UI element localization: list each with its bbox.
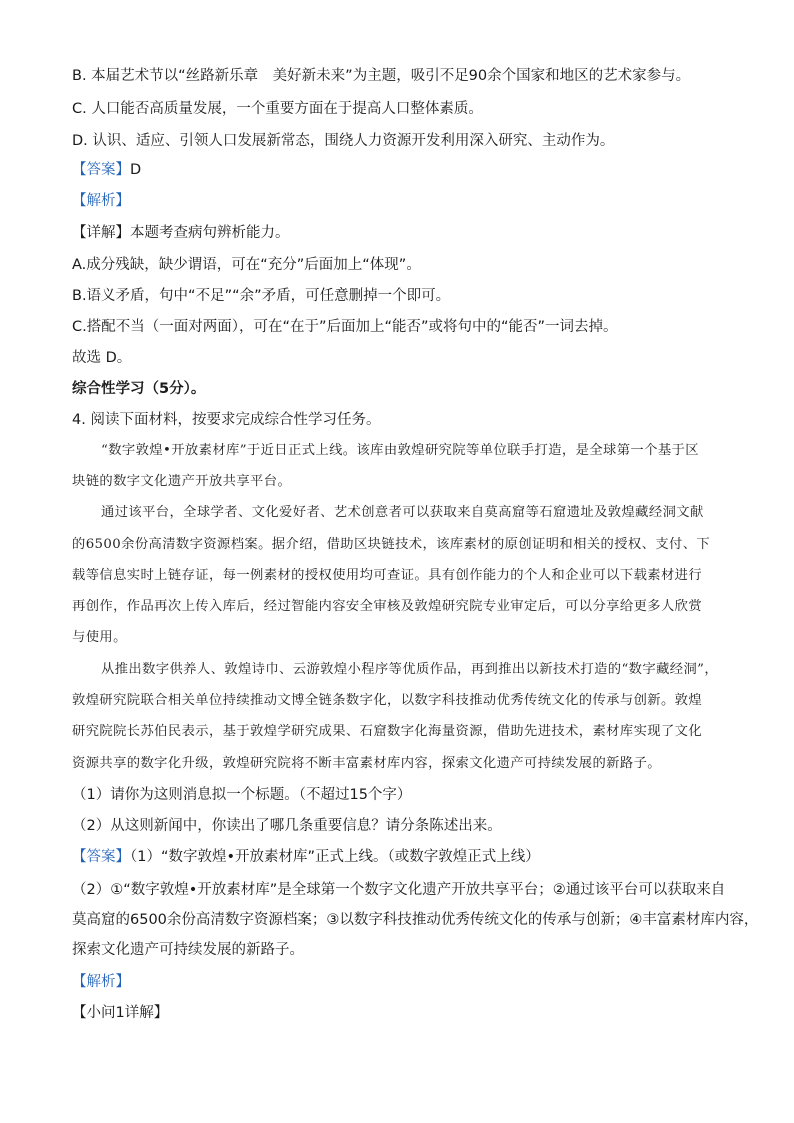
sub-question-detail: 【小问1详解】 [72, 1005, 169, 1021]
material-line: 载等信息实时上链存证，每一例素材的授权使用均可查证。具有创作能力的个人和企业可以下载素材进行 [72, 568, 703, 583]
material-line: 研究院院长苏伯民表示，基于敦煌学研究成果、石窟数字化海量资源，借助先进技术，素材库实现了文化 [72, 724, 703, 739]
answer-part-2: （2）①“数字敦煌•开放素材库”是全球第一个数字文化遗产开放共享平台；②通过该平台可以获取来自 [72, 882, 726, 898]
material-line: 块链的数字文化遗产开放共享平台。 [72, 474, 292, 489]
material-line: 再创作，作品再次上传入库后，经过智能内容安全审核及敦煌研究院专业审定后，可以分享给更多人欣赏 [72, 599, 703, 614]
answer-part-2-end: 探索文化遗产可持续发展的新路子。 [72, 942, 304, 958]
option-c: C. 人口能否高质量发展，一个重要方面在于提高人口整体素质。 [72, 101, 483, 117]
question-1: （1）请你为这则消息拟一个标题。（不超过15个字） [72, 787, 412, 803]
material-line: 从推出数字供养人、敦煌诗巾、云游敦煌小程序等优质作品，再到推出以新技术打造的“数字藏经洞”， [101, 662, 719, 677]
material-line: “数字敦煌•开放素材库”于近日正式上线。该库由敦煌研究院等单位联手打造，是全球第一个基于区 [101, 443, 699, 458]
answer-tag: 【答案】 [72, 849, 130, 865]
material-line: 通过该平台，全球学者、文化爱好者、艺术创意者可以获取来自莫高窟等石窟遗址及敦煌藏经洞文献 [101, 505, 704, 520]
explain-b: B.语义矛盾，句中“不足”“余”矛盾，可任意删掉一个即可。 [72, 288, 451, 304]
answer-line [72, 160, 141, 180]
explain-c: C.搭配不当（一面对两面），可在“在于”后面加上“能否”或将句中的“能否”一词去掉。 [72, 319, 618, 335]
answer-tag: 【答案】 [72, 162, 130, 178]
question-2: （2）从这则新闻中，你读出了哪几条重要信息？请分条陈述出来。 [72, 818, 502, 834]
detail-text: 本题考查病句辨析能力。 [130, 225, 290, 241]
detail-tag: 【详解】 [72, 225, 130, 241]
question-4-intro: 4. 阅读下面材料，按要求完成综合性学习任务。 [72, 412, 381, 428]
answer-value: D [130, 162, 142, 178]
material-line: 与使用。 [72, 630, 127, 645]
material-line: 的6500余份高清数字资源档案。据介绍，借助区块链技术，该库素材的原创证明和相关的授权、支付、下 [72, 537, 711, 552]
answer-part-2-cont: 莫高窟的6500余份高清数字资源档案；③以数字科技推动优秀传统文化的传承与创新；④丰富素材库内容， [72, 912, 759, 928]
conclusion: 故选 D。 [72, 350, 132, 366]
option-d: D. 认识、适应、引领人口发展新常态，围绕人力资源开发利用深入研究、主动作为。 [72, 133, 615, 149]
analysis-tag: 【解析】 [72, 193, 130, 209]
answer-part-1: （1）“数字敦煌•开放素材库”正式上线。（或数字敦煌正式上线） [130, 849, 540, 865]
answer-2-line [72, 847, 540, 867]
section-title: 综合性学习（5分）。 [72, 381, 206, 397]
material-line: 敦煌研究院联合相关单位持续推动文博全链条数字化，以数字科技推动优秀传统文化的传承与创新。敦煌 [72, 693, 703, 708]
analysis-tag-2: 【解析】 [72, 974, 130, 990]
detail-line [72, 223, 290, 243]
material-line: 资源共享的数字化升级，敦煌研究院将不断丰富素材库内容，探索文化遗产可持续发展的新路子。 [72, 756, 661, 771]
option-b: B. 本届艺术节以“丝路新乐章 美好新未来”为主题，吸引不足90余个国家和地区的艺术家参与。 [72, 68, 691, 84]
explain-a: A.成分残缺，缺少谓语，可在“充分”后面加上“体现”。 [72, 257, 421, 273]
